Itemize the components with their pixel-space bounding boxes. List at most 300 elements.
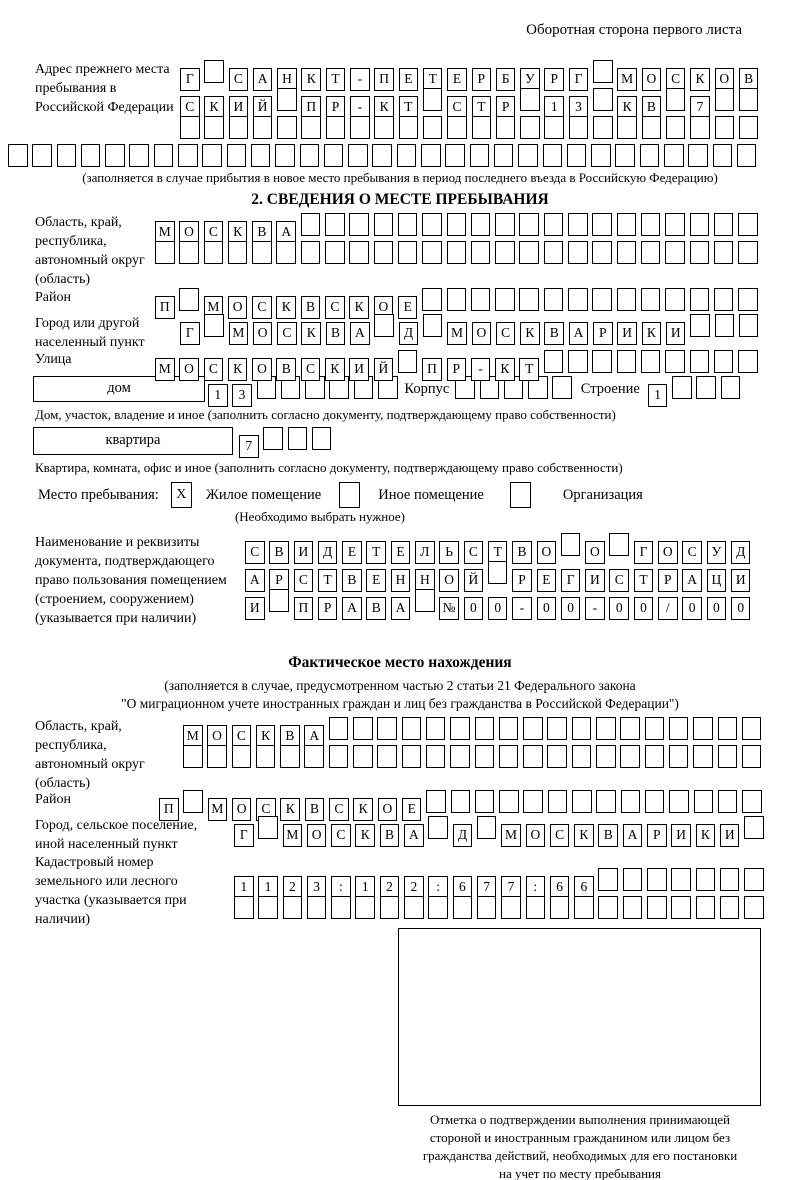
char-cell: Р [318,597,338,620]
char-cell: Т [634,569,654,592]
ulitsa-row [155,350,800,376]
char-cell: Е [342,541,362,564]
char-cell [252,241,272,264]
char-cell [744,816,764,839]
char-cell [496,116,516,139]
char-cell [640,144,660,167]
char-cell: О [252,358,272,381]
char-cell [592,213,612,236]
mesto-option-org: Организация [562,487,643,503]
char-cell [398,213,418,236]
char-cell [519,213,539,236]
char-cell [374,314,394,337]
char-cell [520,88,540,111]
kadastr-label: Кадастровый номер земельного или лесного участка (указывается при наличии) [35,855,187,927]
char-cell [666,116,686,139]
stamp-caption-line: Отметка о подтверждении выполнения принимающей [429,1112,731,1127]
field-ulitsa [35,350,800,376]
char-cell: В [301,296,321,319]
char-cell [544,241,564,264]
char-cell [312,427,332,450]
char-cell: С [609,569,629,592]
char-cell [277,88,297,111]
char-cell [450,745,470,768]
char-cell: Т [519,358,539,381]
char-cell: Г [180,68,200,91]
char-cell [423,314,443,337]
char-cell [331,896,351,919]
char-cell [179,241,199,264]
char-cell: С [180,96,200,119]
stamp-caption-line: на учет по месту пребывания [499,1166,661,1180]
char-cell: 1 [544,96,564,119]
char-cell [447,241,467,264]
char-cell [304,745,324,768]
section2-title: 2. СВЕДЕНИЯ О МЕСТЕ ПРЕБЫВАНИЯ [251,191,549,208]
raion-row [155,288,800,314]
char-cell [520,116,540,139]
char-cell [742,745,762,768]
char-cell: А [350,322,370,345]
char-cell: 2 [380,876,400,899]
char-cell [349,213,369,236]
char-cell: Л [415,541,435,564]
char-cell [690,350,710,373]
char-cell: К [280,798,300,821]
char-cell: Н [277,68,297,91]
fact-raion-row [159,790,800,816]
char-cell [568,241,588,264]
char-cell [426,717,446,740]
field-fact-raion [35,790,800,816]
char-cell: Р [496,96,516,119]
char-cell [377,745,397,768]
char-cell [744,868,764,891]
char-cell: 7 [690,96,710,119]
char-cell [714,350,734,373]
char-cell: К [301,68,321,91]
char-cell: - [350,68,370,91]
char-cell [329,717,349,740]
char-cell: С [550,824,570,847]
char-cell: 1 [355,876,375,899]
dom-row [33,376,800,404]
oblast-row-2 [155,241,800,264]
char-cell: Е [366,569,386,592]
char-cell [739,116,759,139]
fact-gorod-label: Город, сельское поселение, иной населенный пункт [35,818,198,852]
char-cell: Т [472,96,492,119]
char-cell [672,376,692,399]
char-cell: А [253,68,273,91]
mesto-checkbox-inoe [339,482,360,508]
char-cell: М [617,68,637,91]
char-cell: И [671,824,691,847]
char-cell [568,288,588,311]
field-doc [35,533,800,626]
char-cell [447,213,467,236]
char-cell: 6 [550,876,570,899]
char-cell: А [342,597,362,620]
char-cell: : [428,876,448,899]
mesto-row [38,482,800,508]
char-cell [645,790,665,813]
char-cell [593,60,613,83]
char-cell: В [380,824,400,847]
char-cell: Н [391,569,411,592]
char-cell: В [252,221,272,244]
char-cell [518,144,538,167]
char-cell [548,790,568,813]
char-cell [620,717,640,740]
char-cell: Е [398,296,418,319]
char-cell [720,868,740,891]
char-cell: И [720,824,740,847]
char-cell: Е [391,541,411,564]
char-cell: И [666,322,686,345]
char-cell [353,717,373,740]
char-cell: 0 [464,597,484,620]
char-cell [372,144,392,167]
char-cell: С [331,824,351,847]
char-cell: Р [269,569,289,592]
char-cell: Н [415,569,435,592]
char-cell [471,288,491,311]
char-cell [572,717,592,740]
char-cell: О [526,824,546,847]
char-cell: М [155,358,175,381]
oblast-row-1 [155,213,800,239]
mesto-option-zhiloe: Жилое помещение [205,487,322,503]
char-cell: А [682,569,702,592]
dom-caption: Дом, участок, владение и иное (заполнить согласно документу, подтверждающему право собственности) [35,407,616,422]
char-cell: Т [488,541,508,564]
char-cell [544,350,564,373]
char-cell: М [204,296,224,319]
char-cell: С [447,96,467,119]
ulitsa-label: Улица [35,352,72,367]
gorod-row [180,314,800,340]
char-cell: № [439,597,459,620]
char-cell [421,144,441,167]
char-cell: 0 [682,597,702,620]
char-cell [253,116,273,139]
kadastr-row-1 [234,868,800,894]
char-cell [275,144,295,167]
char-cell [665,241,685,264]
char-cell [715,314,735,337]
char-cell [645,717,665,740]
char-cell [561,533,581,556]
char-cell: Д [731,541,751,564]
char-cell: К [204,96,224,119]
char-cell [426,745,446,768]
char-cell: : [331,876,351,899]
char-cell [596,790,616,813]
char-cell [423,88,443,111]
mesto-checkbox-org [510,482,531,508]
field-prev-address [35,60,800,139]
char-cell [179,288,199,311]
char-cell [617,288,637,311]
char-cell [348,144,368,167]
char-cell [693,717,713,740]
char-cell: Е [402,798,422,821]
char-cell [229,116,249,139]
char-cell [568,350,588,373]
char-cell [739,314,759,337]
char-cell: Т [399,96,419,119]
char-cell: И [229,96,249,119]
dom-labelbox: дом [33,376,205,402]
char-cell [715,88,735,111]
char-cell [447,116,467,139]
char-cell [283,896,303,919]
char-cell: Г [180,322,200,345]
char-cell [178,144,198,167]
prev-address-row-4 [8,144,800,167]
char-cell: К [520,322,540,345]
char-cell [180,116,200,139]
char-cell [377,717,397,740]
char-cell [696,896,716,919]
char-cell: К [617,96,637,119]
char-cell [526,896,546,919]
char-cell [544,213,564,236]
char-cell: 3 [307,876,327,899]
char-cell: О [537,541,557,564]
char-cell: В [544,322,564,345]
korpus-label: Корпус [404,381,450,397]
char-cell: М [208,798,228,821]
char-cell: С [277,322,297,345]
char-cell [501,896,521,919]
char-cell: М [155,221,175,244]
char-cell [280,745,300,768]
char-cell [402,745,422,768]
char-cell: 1 [234,876,254,899]
char-cell [202,144,222,167]
char-cell [739,88,759,111]
char-cell: Р [326,96,346,119]
char-cell [523,790,543,813]
char-cell: Д [453,824,473,847]
mesto-label: Место пребывания: [38,487,159,503]
field-oblast [35,213,800,287]
char-cell: Р [647,824,667,847]
char-cell: 0 [609,597,629,620]
char-cell: 0 [634,597,654,620]
char-cell [713,144,733,167]
char-cell: С [496,322,516,345]
char-cell [207,745,227,768]
kvartira-boxes [239,427,336,453]
char-cell: 7 [239,435,259,458]
char-cell [738,350,758,373]
char-cell [694,790,714,813]
char-cell: О [179,358,199,381]
stamp-caption-line: стороной и иностранным гражданином или лицом без [429,1130,731,1145]
char-cell [592,241,612,264]
char-cell: Г [634,541,654,564]
char-cell [714,241,734,264]
char-cell: С [229,68,249,91]
char-cell [349,241,369,264]
char-cell: К [374,96,394,119]
char-cell: / [658,597,678,620]
char-cell [696,868,716,891]
char-cell: В [366,597,386,620]
char-cell [550,896,570,919]
char-cell [475,745,495,768]
kadastr-row-2 [234,896,800,919]
char-cell [519,288,539,311]
char-cell [598,868,618,891]
char-cell [426,790,446,813]
field-fact-oblast [35,717,800,791]
char-cell [641,213,661,236]
char-cell [325,241,345,264]
char-cell [666,88,686,111]
char-cell [714,213,734,236]
char-cell: К [325,358,345,381]
kvartira-labelbox: квартира [33,427,233,455]
char-cell: М [501,824,521,847]
char-cell [664,144,684,167]
char-cell: 0 [561,597,581,620]
char-cell [690,116,710,139]
char-cell: В [739,68,759,91]
char-cell: С [294,569,314,592]
char-cell: 3 [232,384,252,407]
char-cell: Р [593,322,613,345]
stamp-caption [380,1111,780,1180]
char-cell [547,717,567,740]
char-cell [495,213,515,236]
char-cell [690,314,710,337]
char-cell [398,241,418,264]
char-cell [572,745,592,768]
char-cell [715,116,735,139]
char-cell [665,288,685,311]
char-cell: И [294,541,314,564]
char-cell: К [301,322,321,345]
char-cell [422,288,442,311]
gorod-label: Город или другой населенный пункт [35,316,145,350]
char-cell [258,896,278,919]
char-cell: К [642,322,662,345]
char-cell [81,144,101,167]
char-cell: С [682,541,702,564]
char-cell [300,144,320,167]
char-cell: О [374,296,394,319]
field-gorod [35,314,800,350]
char-cell [234,896,254,919]
char-cell [519,241,539,264]
char-cell: 6 [574,876,594,899]
char-cell: 2 [404,876,424,899]
char-cell [475,790,495,813]
char-cell [276,241,296,264]
char-cell [544,116,564,139]
char-cell [402,717,422,740]
char-cell: С [245,541,265,564]
char-cell: 2 [283,876,303,899]
char-cell [350,116,370,139]
char-cell: С [256,798,276,821]
char-cell [353,745,373,768]
char-cell [693,745,713,768]
char-cell: О [232,798,252,821]
char-cell: К [256,725,276,748]
char-cell: А [304,725,324,748]
char-cell [544,288,564,311]
char-cell: В [326,322,346,345]
char-cell [423,116,443,139]
char-cell [647,896,667,919]
char-cell [568,213,588,236]
char-cell: А [623,824,643,847]
char-cell [227,144,247,167]
kvartira-caption: Квартира, комната, офис и иное (заполнить согласно документу, подтверждающему право собственности) [35,460,623,475]
fact-title: Фактическое место нахождения [288,654,512,671]
char-cell [665,350,685,373]
char-cell [669,717,689,740]
char-cell [718,790,738,813]
char-cell: А [245,569,265,592]
char-cell: Г [234,824,254,847]
char-cell: Р [512,569,532,592]
char-cell: 3 [569,96,589,119]
char-cell [301,213,321,236]
char-cell [738,288,758,311]
char-cell: Г [561,569,581,592]
fact-note-1: (заполняется в случае, предусмотренном частью 2 статьи 21 Федерального закона [164,678,636,693]
char-cell: К [574,824,594,847]
char-cell: Д [318,541,338,564]
char-cell [547,745,567,768]
char-cell: В [512,541,532,564]
char-cell: 0 [707,597,727,620]
field-kadastr [35,855,800,927]
char-cell [552,376,572,399]
char-cell: О [253,322,273,345]
char-cell: К [353,798,373,821]
char-cell: : [526,876,546,899]
char-cell: 7 [477,876,497,899]
char-cell [737,144,757,167]
char-cell: С [329,798,349,821]
char-cell: С [464,541,484,564]
char-cell [665,213,685,236]
char-cell [422,213,442,236]
char-cell: В [642,96,662,119]
char-cell [477,816,497,839]
char-cell [228,241,248,264]
raion-label: Район [35,290,71,305]
char-cell: О [378,798,398,821]
char-cell [329,745,349,768]
mesto-checkbox-zhiloe: X [171,482,192,508]
char-cell: О [472,322,492,345]
char-cell: П [294,597,314,620]
char-cell: М [229,322,249,345]
char-cell [494,144,514,167]
char-cell [621,790,641,813]
char-cell: Т [423,68,443,91]
char-cell: С [204,221,224,244]
char-cell: М [183,725,203,748]
